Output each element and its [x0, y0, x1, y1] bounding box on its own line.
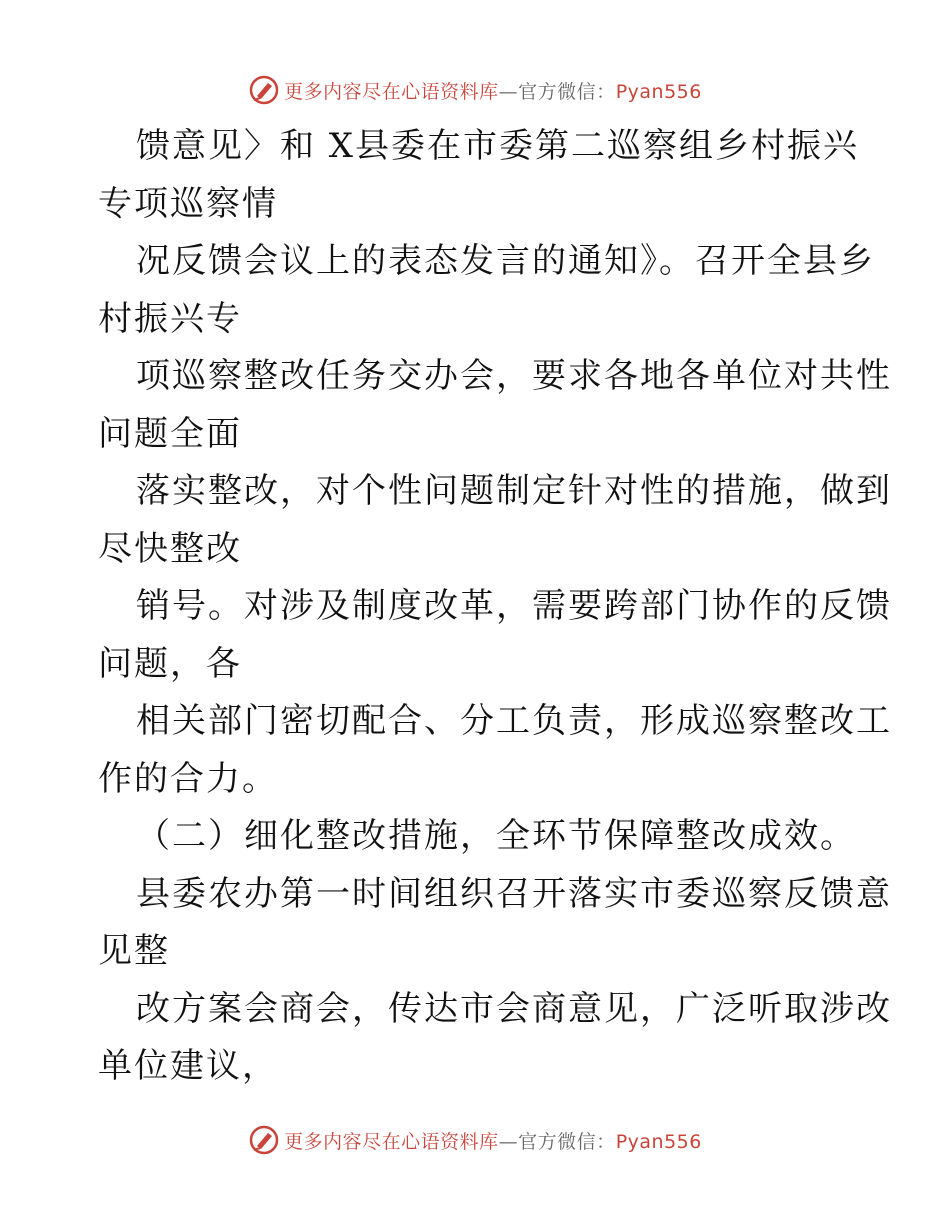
- text-line: 相关部门密切配合、分工负责，形成巡察整改工: [136, 701, 892, 741]
- watermark-text: 更多内容尽在心语资料库—官方微信：Pyan556: [284, 1130, 702, 1153]
- text-line: 作的合力。: [98, 758, 278, 799]
- text-line: 村振兴专: [98, 298, 242, 339]
- text-line: 馈意见〉和 X县委在市委第二巡察组乡村振兴: [136, 126, 860, 166]
- text-line: 项巡察整改任务交办会，要求各地各单位对共性: [136, 356, 892, 396]
- text-line: 单位建议，: [98, 1046, 278, 1086]
- text-line: 改方案会商会，传达市会商意见，广泛听取涉改: [136, 988, 892, 1029]
- text-line: 问题，各: [98, 643, 242, 684]
- text-line: 问题全面: [98, 413, 242, 454]
- text-line: 县委农办第一时间组织召开落实市委巡察反馈意: [136, 873, 892, 914]
- text-line: 见整: [98, 931, 170, 971]
- text-line: 销号。对涉及制度改革，需要跨部门协作的反馈: [136, 586, 892, 626]
- text-line: 专项巡察情: [98, 183, 278, 224]
- seal-logo-icon: [248, 74, 280, 106]
- text-line: 落实整改，对个性问题制定针对性的措施，做到: [136, 471, 892, 511]
- text-line: 况反馈会议上的表态发言的通知》。召开全县乡: [136, 241, 875, 281]
- document-body: [98, 118, 892, 1096]
- watermark-text: 更多内容尽在心语资料库—官方微信：Pyan556: [284, 80, 702, 103]
- text-line: 尽快整改: [98, 528, 242, 569]
- section-heading: （二）细化整改措施，全环节保障整改成效。: [136, 816, 856, 856]
- footer-watermark: [0, 1120, 950, 1160]
- seal-logo-icon: [248, 1124, 280, 1156]
- header-watermark: [0, 70, 950, 110]
